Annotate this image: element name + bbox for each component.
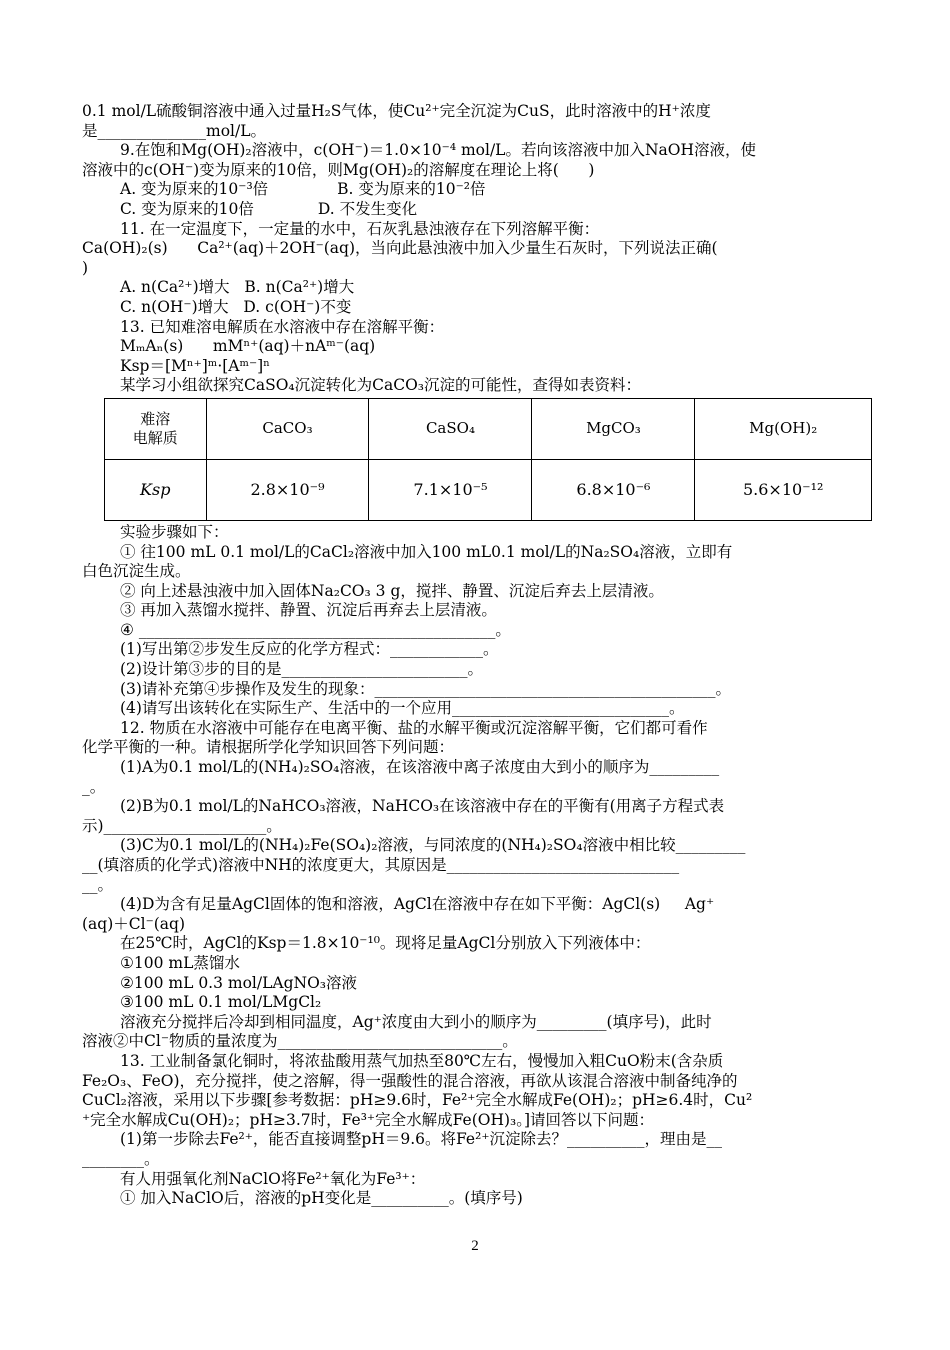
text-line: __。 [82, 875, 114, 894]
text-line: Fe₂O₃、FeO)，充分搅拌，使之溶解，得一强酸性的混合溶液，再欲从该混合溶液中制备纯净的 [82, 1071, 738, 1090]
text-line: __(填溶质的化学式)溶液中NH的浓度更大，其原因是______________________________ [82, 856, 680, 874]
text-line: A. n(Ca²⁺)增大 B. n(Ca²⁺)增大 [120, 278, 355, 297]
text-line: 12. 物质在水溶液中可能存在电离平衡、盐的水解平衡或沉淀溶解平衡，它们都可看作 [120, 718, 708, 737]
text-line: ②100 mL 0.3 mol/LAgNO₃溶液 [120, 973, 358, 992]
text-line: (2)B为0.1 mol/L的NaHCO₃溶液，NaHCO₃在该溶液中存在的平衡有(用离子方程式表 [120, 797, 725, 816]
text-line: 是______________mol/L。 [82, 121, 267, 140]
ksp-table [104, 398, 872, 521]
text-line: (3)请补充第④步操作及发生的现象：____________________________________________。 [120, 679, 731, 698]
text-line: 溶液中的c(OH⁻)变为原来的10倍，则Mg(OH)₂的溶解度在理论上将( ) [82, 160, 595, 179]
table-header-cell: CaSO₄ [369, 398, 532, 459]
text-line: C. n(OH⁻)增大 D. c(OH⁻)不变 [120, 297, 352, 316]
text-line: 0.1 mol/L硫酸铜溶液中通入过量H₂S气体，使Cu²⁺完全沉淀为CuS，此时溶液中的H⁺浓度 [82, 102, 711, 120]
text-line: ① 往100 mL 0.1 mol/L的CaCl₂溶液中加入100 mL0.1 mol/L的Na₂SO₄溶液，立即有 [120, 542, 733, 561]
text-line: 9.在饱和Mg(OH)₂溶液中，c(OH⁻)＝1.0×10⁻⁴ mol/L。若向该溶液中加入NaOH溶液，使 [120, 141, 757, 160]
text-line: 示)_____________________。 [82, 816, 282, 835]
text-line: (3)C为0.1 mol/L的(NH₄)₂Fe(SO₄)₂溶液，与同浓度的(NH₄)₂SO₄溶液中相比较_________ [120, 836, 746, 855]
text-line: Ca(OH)₂(s) Ca²⁺(aq)＋2OH⁻(aq)，当向此悬浊液中加入少量生石灰时，下列说法正确( [82, 239, 718, 258]
text-line: ①100 mL蒸馏水 [120, 953, 240, 972]
table-header-row [105, 398, 872, 459]
text-line: 化学平衡的一种。请根据所学化学知识回答下列问题： [82, 738, 455, 757]
text-line: 有人用强氧化剂NaClO将Fe²⁺氧化为Fe³⁺： [120, 1169, 426, 1188]
table-header-cell: CaCO₃ [206, 398, 369, 459]
text-line: (1)第一步除去Fe²⁺，能否直接调整pH＝9.6。将Fe²⁺沉淀除去？__________，理由是__ [120, 1130, 722, 1149]
document-body [82, 102, 872, 1209]
table-cell: 7.1×10⁻⁵ [369, 459, 532, 520]
text-line: ________。 [82, 1149, 160, 1168]
table-cell: 2.8×10⁻⁹ [206, 459, 369, 520]
text-line: ③ 再加入蒸馏水搅拌、静置、沉淀后再弃去上层清液。 [120, 601, 497, 620]
text-line: ③100 mL 0.1 mol/LMgCl₂ [120, 993, 322, 1012]
text-line: 实验步骤如下： [120, 522, 229, 541]
text-line: (4)D为含有足量AgCl固体的饱和溶液，AgCl在溶液中存在如下平衡：AgCl(s) Ag⁺ [120, 895, 715, 914]
text-line: (aq)＋Cl⁻(aq) [82, 914, 186, 933]
text-line: (4)请写出该转化在实际生产、生活中的一个应用____________________________。 [120, 699, 685, 718]
table-cell: 6.8×10⁻⁶ [532, 459, 695, 520]
text-line: A. 变为原来的10⁻³倍 B. 变为原来的10⁻²倍 [120, 180, 486, 199]
text-line: _。 [82, 777, 106, 796]
text-line: ① 加入NaClO后，溶液的pH变化是__________。(填序号) [120, 1189, 523, 1208]
text-line: 某学习小组欲探究CaSO₄沉淀转化为CaCO₃沉淀的可能性，查得如表资料： [120, 376, 642, 395]
text-line: (1)A为0.1 mol/L的(NH₄)₂SO₄溶液，在该溶液中离子浓度由大到小的顺序为_________ [120, 758, 720, 777]
text-line: MₘAₙ(s) mMⁿ⁺(aq)＋nAᵐ⁻(aq) [120, 337, 376, 356]
table-header-cell: Mg(OH)₂ [695, 398, 872, 459]
page-number: 2 [471, 1238, 479, 1254]
text-line: CuCl₂溶液，采用以下步骤[参考数据：pH≥9.6时，Fe²⁺完全水解成Fe(OH)₂；pH≥6.4时，Cu² [82, 1091, 753, 1110]
text-block-top [82, 102, 872, 396]
text-line: ) [82, 258, 89, 277]
text-block-bottom [82, 523, 872, 1209]
text-line: 13. 工业制备氯化铜时，将浓盐酸用蒸气加热至80℃左右，慢慢加入粗CuO粉末(含杂质 [120, 1051, 724, 1070]
text-line: 白色沉淀生成。 [82, 562, 191, 581]
table-cell: 5.6×10⁻¹² [695, 459, 872, 520]
table-header-cell: 难溶 电解质 [105, 398, 207, 459]
table-row [105, 459, 872, 520]
table-cell: Ksp [105, 459, 207, 520]
text-line: ⁺完全水解成Cu(OH)₂；pH≥3.7时，Fe³⁺完全水解成Fe(OH)₃。]请回答以下问题： [82, 1110, 655, 1129]
text-line: (2)设计第③步的目的是________________________。 [120, 660, 483, 679]
text-line: 溶液②中Cl⁻物质的量浓度为_____________________________。 [82, 1032, 518, 1051]
text-line: 在25℃时，AgCl的Ksp＝1.8×10⁻¹⁰。现将足量AgCl分别放入下列液体中： [120, 934, 651, 953]
text-line: ④ ______________________________________________。 [120, 620, 511, 639]
text-line: (1)写出第②步发生反应的化学方程式：____________。 [120, 640, 499, 659]
text-line: 11. 在一定温度下，一定量的水中，石灰乳悬浊液存在下列溶解平衡： [120, 219, 600, 238]
text-line: ② 向上述悬浊液中加入固体Na₂CO₃ 3 g，搅拌、静置、沉淀后弃去上层清液。 [120, 581, 664, 600]
text-line: 13. 已知难溶电解质在水溶液中存在溶解平衡： [120, 317, 445, 336]
text-line: C. 变为原来的10倍 D. 不发生变化 [120, 199, 418, 218]
text-line: 溶液充分搅拌后冷却到相同温度，Ag⁺浓度由大到小的顺序为_________(填序号)，此时 [120, 1012, 712, 1031]
table-header-cell: MgCO₃ [532, 398, 695, 459]
text-line: Ksp＝[Mⁿ⁺]ᵐ·[Aᵐ⁻]ⁿ [120, 356, 270, 375]
